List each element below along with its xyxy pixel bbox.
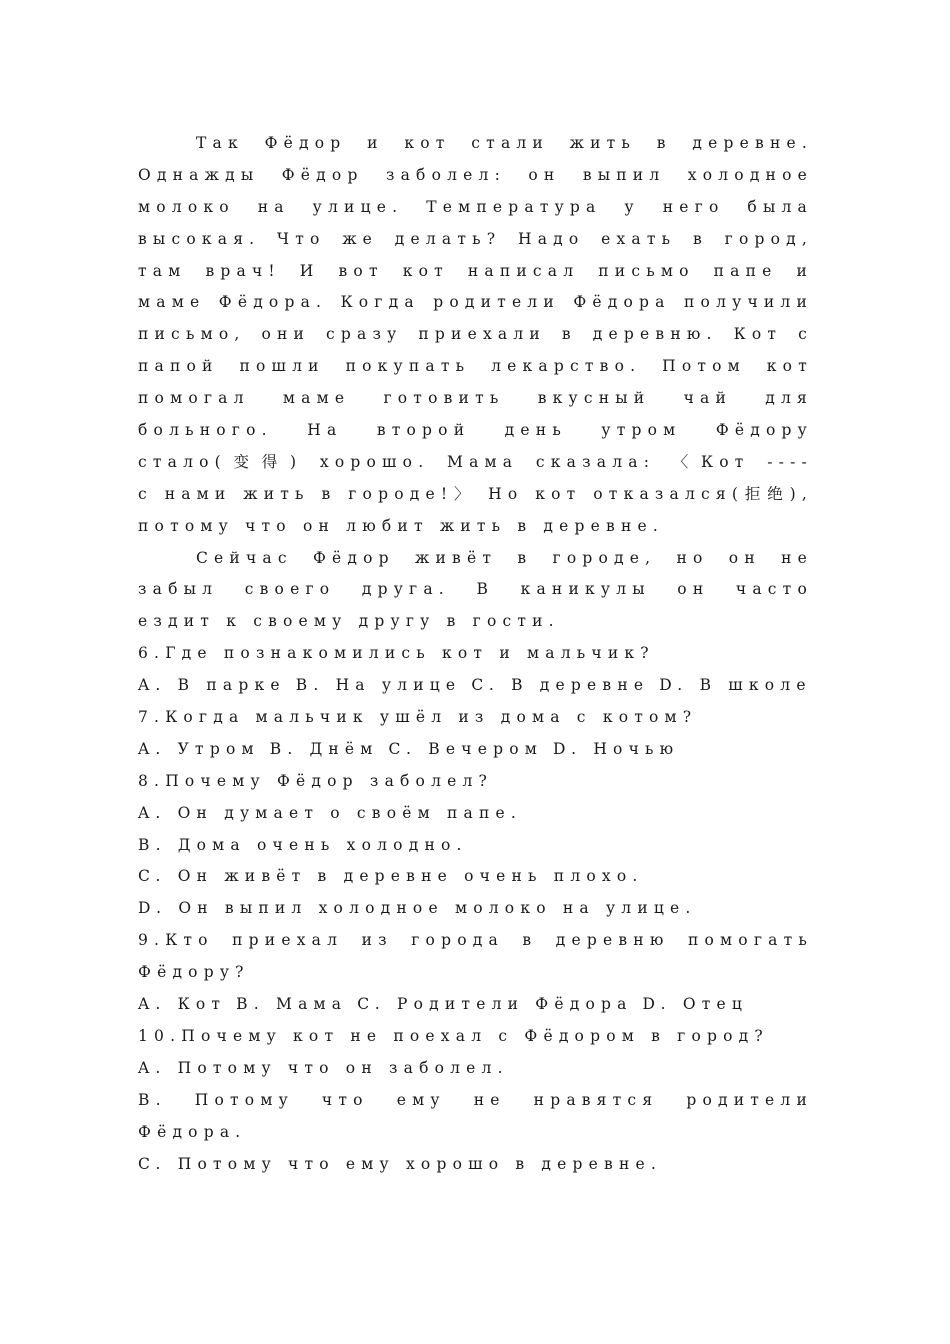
options-row bbox=[138, 734, 813, 766]
option-b: B. На улице bbox=[295, 676, 462, 695]
option-c: C. Вечером bbox=[388, 739, 544, 758]
question-text: 9.Кто приехал из города в деревню помогать bbox=[138, 931, 813, 950]
question-text: 8.Почему Фёдор заболел? bbox=[138, 771, 494, 790]
option-c: C. Потому что ему хорошо в деревне. bbox=[138, 1154, 662, 1173]
options-row bbox=[138, 989, 813, 1021]
text-line: там врач! И вот кот написал письмо папе и bbox=[138, 261, 813, 280]
text-line: маме Фёдора. Когда родители Фёдора получили bbox=[138, 293, 813, 312]
text-line: забыл своего друга. В каникулы он часто bbox=[138, 580, 813, 599]
option-a: A. Кот bbox=[138, 995, 227, 1014]
option-d: D. Отец bbox=[642, 995, 749, 1014]
question-6 bbox=[138, 638, 813, 702]
question-text: 10.Почему кот не поехал с Фёдором в город? bbox=[138, 1026, 769, 1045]
question-text: 6.Где познакомились кот и мальчик? bbox=[138, 644, 655, 663]
text-line: Сейчас Фёдор живёт в городе, но он не bbox=[196, 548, 813, 567]
option-a: A. В парке bbox=[138, 676, 286, 695]
text-line: с нами жить в городе!〉 Но кот отказался(拒绝), bbox=[138, 484, 813, 503]
paragraph-1 bbox=[138, 128, 813, 543]
question-7 bbox=[138, 702, 813, 766]
question-9 bbox=[138, 925, 813, 1021]
text-line: потому что он любит жить в деревне. bbox=[138, 516, 665, 535]
text-line: письмо, они сразу приехали в деревню. Кот с bbox=[138, 325, 813, 344]
question-8 bbox=[138, 766, 813, 925]
text-line: ездит к своему другу в гости. bbox=[138, 612, 560, 631]
text-line: папой пошли покупать лекарство. Потом кот bbox=[138, 357, 813, 376]
option-d: D. Он выпил холодное молоко на улице. bbox=[138, 899, 697, 918]
option-d: D. В школе bbox=[659, 676, 812, 695]
option-b: B. Потому что ему не нравятся родители bbox=[138, 1090, 813, 1109]
question-10 bbox=[138, 1021, 813, 1180]
text-line: высокая. Что же делать? Надо ехать в город, bbox=[138, 229, 813, 248]
option-a: A. Он думает о своём папе. bbox=[138, 803, 523, 822]
text-line: Однажды Фёдор заболел: он выпил холодное bbox=[138, 165, 813, 184]
option-b: B. Дома очень холодно. bbox=[138, 835, 468, 854]
text-line: молоко на улице. Температура у него была bbox=[138, 197, 813, 216]
option-d: D. Ночью bbox=[553, 739, 680, 758]
text-line: Так Фёдор и кот стали жить в деревне. bbox=[196, 134, 813, 152]
options-row bbox=[138, 670, 813, 702]
option-c: C. Родители Фёдора bbox=[357, 995, 633, 1014]
option-b: B. Днём bbox=[269, 739, 379, 758]
text-line: больного. На второй день утром Фёдору bbox=[138, 421, 813, 440]
text-line: помогал маме готовить вкусный чай для bbox=[138, 389, 813, 408]
document-page bbox=[138, 128, 813, 1180]
option-b-continued: Фёдора. bbox=[138, 1122, 247, 1141]
paragraph-2 bbox=[138, 543, 813, 639]
text-line: стало(变得) хорошо. Мама сказала: 〈Кот ---- bbox=[138, 452, 813, 471]
option-c: C. В деревне bbox=[471, 676, 650, 695]
option-b: B. Мама bbox=[236, 995, 348, 1014]
option-a: A. Утром bbox=[138, 739, 260, 758]
question-text: 7.Когда мальчик ушёл из дома с котом? bbox=[138, 708, 698, 727]
option-c: C. Он живёт в деревне очень плохо. bbox=[138, 867, 644, 886]
question-text-continued: Фёдору? bbox=[138, 963, 250, 982]
option-a: A. Потому что он заболел. bbox=[138, 1058, 509, 1077]
